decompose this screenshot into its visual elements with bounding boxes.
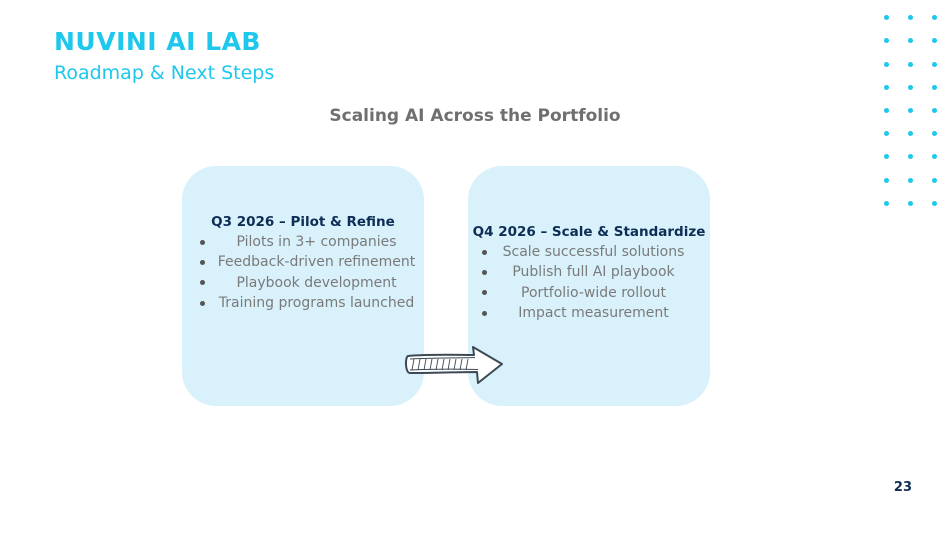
list-item: [468, 242, 710, 262]
list-item-text: Pilots in 3+ companies: [236, 234, 397, 251]
card-content: [468, 224, 710, 323]
list-item: [468, 283, 710, 303]
list-item: [182, 232, 424, 252]
list-item-text: Training programs launched: [218, 295, 415, 312]
hand-drawn-arrow-right-icon: [402, 342, 508, 388]
decorative-dot: [884, 15, 889, 20]
list-item-text: Impact measurement: [518, 305, 669, 322]
decorative-dot: [884, 201, 889, 206]
decorative-dot: [932, 38, 937, 43]
decorative-dot: [884, 38, 889, 43]
decorative-dot: [932, 131, 937, 136]
decorative-dot: [932, 85, 937, 90]
card-content: [182, 214, 424, 313]
slide-subtitle: Roadmap & Next Steps: [54, 62, 275, 84]
list-item-text: Playbook development: [236, 274, 397, 291]
bullet-icon: [200, 280, 205, 285]
decorative-dot: [908, 15, 913, 20]
bullet-list: [182, 232, 424, 313]
list-item: [182, 273, 424, 293]
decorative-dot: [908, 154, 913, 159]
bullet-list: [468, 242, 710, 323]
decorative-dot: [932, 15, 937, 20]
decorative-dot: [932, 62, 937, 67]
decorative-dot: [908, 62, 913, 67]
list-item: [468, 262, 710, 282]
decorative-dot: [884, 154, 889, 159]
decorative-dot: [884, 85, 889, 90]
page-number: 23: [893, 480, 912, 495]
decorative-dot: [884, 62, 889, 67]
decorative-dot: [884, 131, 889, 136]
list-item: [468, 303, 710, 323]
roadmap-card-q3: [182, 166, 424, 406]
bullet-icon: [200, 260, 205, 265]
decorative-dot: [908, 201, 913, 206]
card-title: Q3 2026 – Pilot & Refine: [211, 214, 395, 230]
decorative-dot: [932, 154, 937, 159]
decorative-dot: [908, 85, 913, 90]
decorative-dot: [884, 178, 889, 183]
decorative-dot: [908, 38, 913, 43]
list-item-text: Scale successful solutions: [502, 244, 685, 261]
list-item-text: Publish full AI playbook: [512, 264, 675, 281]
list-item: [182, 252, 424, 272]
decorative-dot: [932, 178, 937, 183]
bullet-icon: [200, 301, 205, 306]
brand-title: NUVINI AI LAB: [54, 27, 261, 56]
list-item-text: Feedback-driven refinement: [217, 254, 416, 271]
decorative-dot: [908, 131, 913, 136]
card-title: Q4 2026 – Scale & Standardize: [472, 224, 706, 240]
list-item: [182, 293, 424, 313]
decorative-dot: [908, 178, 913, 183]
list-item-text: Portfolio-wide rollout: [521, 284, 666, 301]
bullet-icon: [200, 240, 205, 245]
section-title: Scaling AI Across the Portfolio: [329, 106, 621, 126]
decorative-dot: [932, 201, 937, 206]
